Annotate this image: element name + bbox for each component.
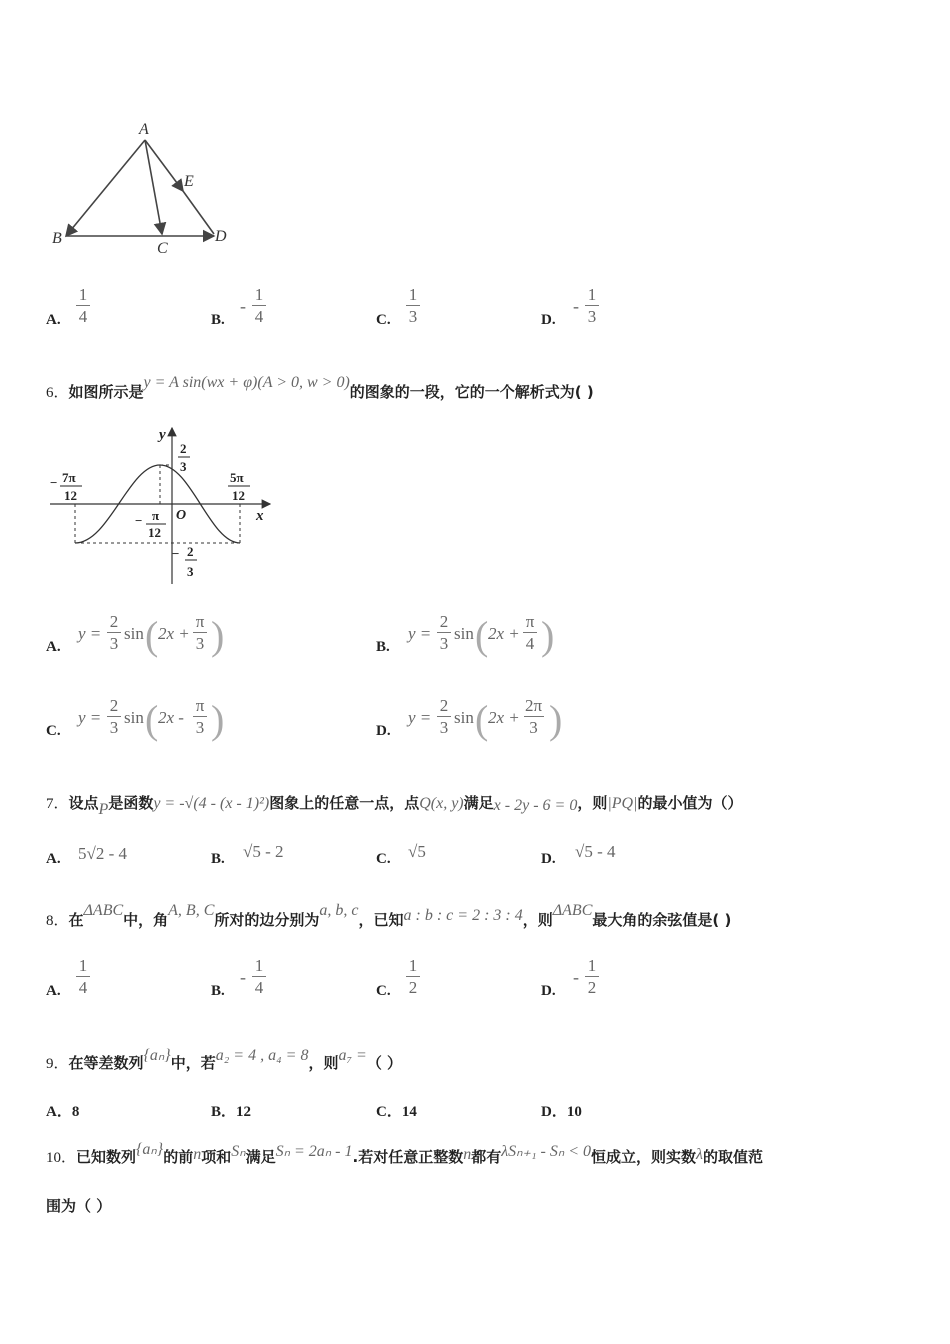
q8-t5: ，则 [522,911,553,929]
q10-t5: .若对任意正整数 [352,1148,464,1166]
q6-option-a-coef: 2 3 [107,612,121,655]
x-axis-label: x [256,508,264,524]
q7-t1: 设点 [68,794,99,812]
q5-option-d-label[interactable]: D. [541,312,556,328]
q7-q: Q(x, y) [419,795,464,812]
q7-option-c-value: √5 [408,842,426,861]
q9-target: a₇ = [338,1047,367,1064]
q6-option-d-label[interactable]: D. [376,723,391,739]
q8-option-b-value: 1 4 [252,956,266,999]
q6-text-before: 如图所示是 [68,383,144,401]
q7-t6: 的最小值为（） [637,794,743,812]
q6-option-d-arg: 2π 3 [525,696,543,737]
q10-number: 10． [46,1150,77,1166]
q6-option-d-coef: 2 3 [437,696,451,739]
q6-option-c-label[interactable]: C. [46,723,61,739]
q6-option-b-label[interactable]: B. [376,639,390,655]
q7-t5: ，则 [577,794,608,812]
q8-option-d-value: 1 2 [585,956,599,999]
q9-number: 9． [46,1056,69,1072]
q10-ineq: λSₙ₊₁ - Sₙ < 0 [501,1143,592,1160]
origin-label: O [176,508,187,523]
segment-ed [183,191,214,234]
q6-option-d-inner: 2x + [488,708,520,727]
q6-stem [46,374,594,404]
q7-option-a-label[interactable]: A. [46,851,61,867]
label-d: D [215,228,227,245]
tick-bottom-minus: − [172,546,180,561]
sine-graph [44,422,280,587]
q5-option-c-label[interactable]: C. [376,312,391,328]
q7-line: x - 2y - 6 = 0 [493,797,578,814]
q5-option-b-label[interactable]: B. [211,312,225,328]
q6-option-a-inner: 2x + [158,624,190,643]
q10-t8: 的取值范 [702,1148,763,1166]
q6-option-b-lhs: y = [408,624,432,643]
y-axis-label: y [159,427,166,443]
q9-seq: {aₙ} [143,1047,171,1064]
q10-t1: 已知数列 [76,1148,137,1166]
tick-mid-minus: − [135,513,143,528]
q6-formula: y = A sin(wx + φ)(A > 0, w > 0) [143,374,350,391]
q10-t7: 恒成立，则实数 [591,1148,697,1166]
q8-option-d-label[interactable]: D. [541,983,556,999]
paren-open: ( [475,613,489,658]
q8-t6: 最大角的余弦值是( ) [592,911,732,929]
tick-top-num: 2 [180,441,187,456]
q8-option-c-value: 1 2 [406,956,420,999]
q5-option-b-value: 1 4 [252,285,266,328]
q6-option-c-lhs: y = [78,708,102,727]
q10-n: n [193,1146,202,1163]
q6-option-a-lhs: y = [78,624,102,643]
q9-cond: a₂ = 4 , a₄ = 8 [215,1047,309,1064]
q6-option-c-inner: 2x - [158,708,184,727]
q7-stem [46,792,743,818]
paren-close: ) [211,613,225,658]
q8-sides: a, b, c [319,902,359,919]
tick-bottom-den: 3 [187,564,194,579]
segment-ae [145,140,183,191]
q5-option-b-sign: - [240,296,246,316]
tick-right-num: 5π [230,470,244,485]
q5-option-a-label[interactable]: A. [46,312,61,328]
q9-option-b[interactable]: B．12 [211,1104,252,1120]
label-e: E [184,173,194,190]
q7-pq: |PQ| [607,795,638,812]
q7-t4: 满足 [463,794,494,812]
q9-t1: 在等差数列 [68,1054,144,1072]
paren-open: ( [145,613,159,658]
q8-t4: ，已知 [358,911,404,929]
q6-option-a-label[interactable]: A. [46,639,61,655]
q7-fn: y = -√(4 - (x - 1)²) [153,795,270,812]
q8-option-a-label[interactable]: A. [46,983,61,999]
q8-stem [46,902,732,932]
q8-option-c-label[interactable]: C. [376,983,391,999]
paren-close: ) [549,697,563,742]
q9-t3: ，则 [308,1054,339,1072]
q5-option-d-value: 1 3 [585,285,599,328]
q6-option-d-lhs: y = [408,708,432,727]
segment-ab [66,140,145,236]
q5-option-d-sign: - [573,296,579,316]
paren-open: ( [145,697,159,742]
segment-ac [145,140,162,234]
q8-t3: 所对的边分别为 [214,911,320,929]
q6-text-after: 的图象的一段，它的一个解析式为( ) [349,383,594,401]
q9-stem [46,1047,403,1075]
paren-close: ) [541,613,555,658]
q8-option-b-sign: - [240,967,246,987]
q6-option-a-arg: π 3 [193,612,207,655]
label-c: C [157,240,168,256]
q7-option-c-label[interactable]: C. [376,851,391,867]
label-b: B [52,230,62,247]
q7-option-a-value: 5√2 - 4 [78,844,127,863]
q6-option-b-coef: 2 3 [437,612,451,655]
q9-option-c[interactable]: C．14 [376,1104,417,1120]
q10-rel: Sₙ = 2aₙ - 1 [275,1143,353,1160]
tick-left-den: 12 [64,488,77,503]
q5-option-a-value: 1 4 [76,285,90,328]
q9-t2: 中，若 [170,1054,216,1072]
tick-bottom-num: 2 [187,544,194,559]
q7-option-b-label[interactable]: B. [211,851,225,867]
q8-t1: 在 [68,911,84,929]
tick-top-den: 3 [180,459,187,474]
q6-option-c-coef: 2 3 [107,696,121,739]
q9-option-d[interactable]: D．10 [541,1104,582,1120]
q10-seq: {aₙ} [136,1141,164,1158]
q6-option-b-inner: 2x + [488,624,520,643]
q5-option-c-value: 1 3 [406,285,420,328]
q6-number: 6． [46,385,69,401]
q8-option-b-label[interactable]: B. [211,983,225,999]
q8-option-d-sign: - [573,967,579,987]
q7-t3: 图象上的任意一点，点 [269,794,420,812]
label-a: A [139,121,149,138]
q10-lam: λ [696,1146,703,1163]
q6-option-b-arg: π 4 [523,612,537,655]
q9-t4: （ ） [366,1054,403,1072]
q8-tri: ΔABC [83,902,124,919]
q8-number: 8． [46,913,69,929]
q7-p: P [98,801,109,818]
q10-line2-text: 围为（ ） [46,1197,112,1215]
q10-t2: 的前 [163,1148,194,1166]
q10-sn: Sₙ [231,1143,246,1160]
q6-option-c-arg: π 3 [193,696,207,739]
q6-option-d-fn: sin [454,708,474,727]
q8-tri2: ΔABC [552,902,593,919]
triangle-figure [48,116,248,256]
q10-stem [46,1141,763,1169]
paren-close: ) [211,697,225,742]
q6-option-a-fn: sin [124,624,144,643]
tick-mid-num: π [152,508,160,523]
q7-option-d-value: √5 - 4 [575,842,616,861]
q9-option-a[interactable]: A．8 [46,1104,80,1120]
tick-left-minus: − [50,475,58,490]
q8-t2: 中，角 [123,911,169,929]
q7-option-b-value: √5 - 2 [243,842,284,861]
q7-number: 7． [46,796,69,812]
q10-t3: 项和 [201,1148,232,1166]
q10-n2: n [463,1146,472,1163]
q8-angles: A, B, C [168,902,215,919]
q6-option-c-fn: sin [124,708,144,727]
q7-option-d-label[interactable]: D. [541,851,556,867]
q10-t4: 满足 [245,1148,276,1166]
tick-mid-den: 12 [148,525,161,540]
q6-option-b-fn: sin [454,624,474,643]
q8-option-a-value: 1 4 [76,956,90,999]
q10-t6: 都有 [471,1148,502,1166]
q10-line2 [46,1195,111,1217]
tick-left-num: 7π [62,470,76,485]
q8-ratio: a : b : c = 2 : 3 : 4 [403,907,523,924]
q7-t2: 是函数 [108,794,154,812]
tick-right-den: 12 [232,488,245,503]
paren-open: ( [475,697,489,742]
